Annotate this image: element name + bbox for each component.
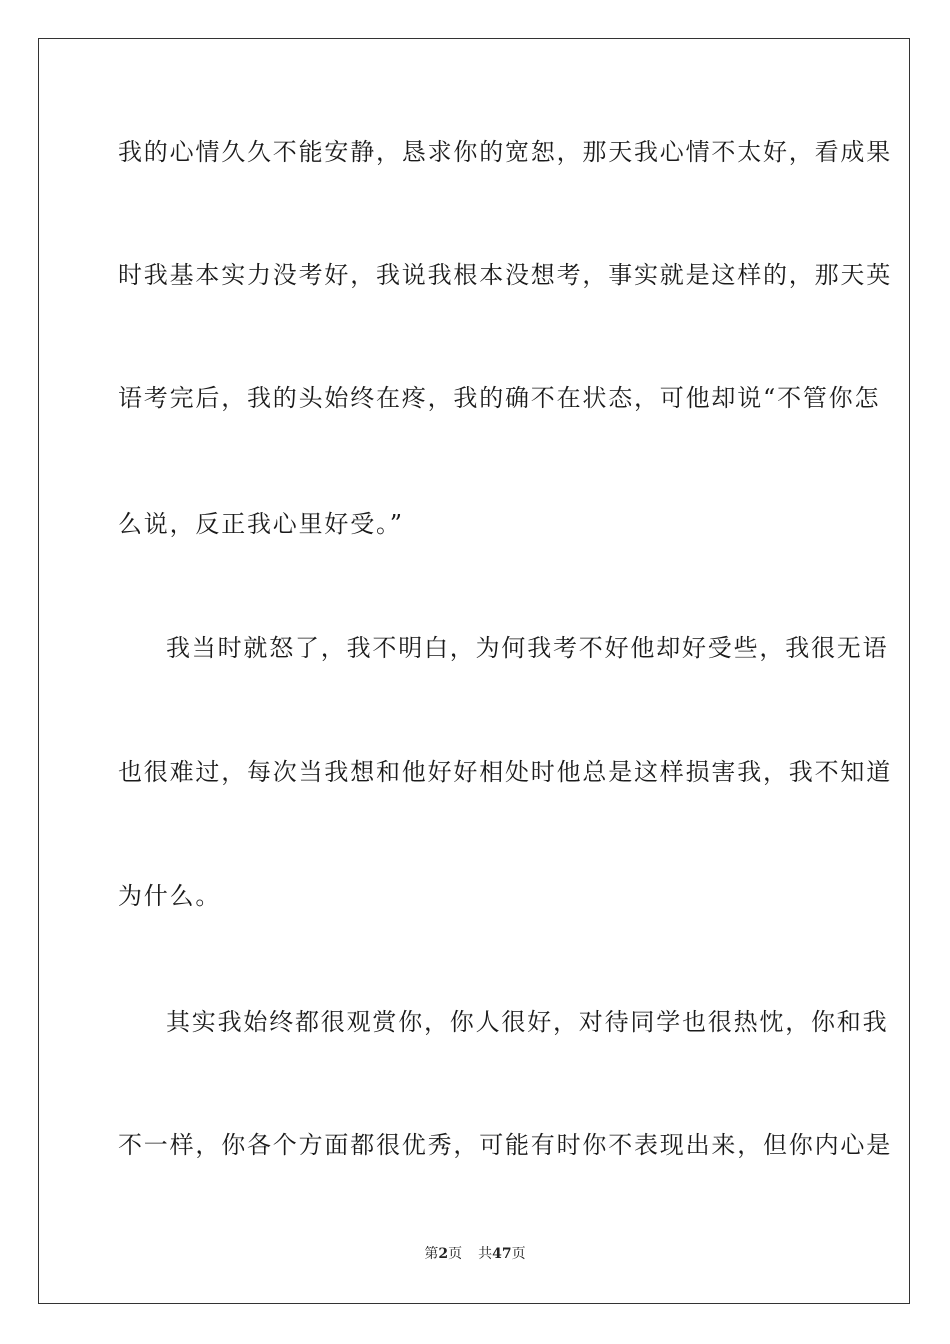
footer-total-prefix: 共 <box>478 1246 493 1262</box>
text-line-7: 为什么。 <box>118 882 222 910</box>
text-line-6: 也很难过，每次当我想和他好好相处时他总是这样损害我，我不知道 <box>118 758 892 786</box>
text-line-4: 么说，反正我心里好受。” <box>118 510 404 538</box>
footer-total-pages: 47 <box>492 1246 512 1262</box>
footer-page-suffix: 页 <box>448 1246 463 1262</box>
text-line-5-indented: 我当时就怒了，我不明白，为何我考不好他却好受些，我很无语 <box>166 634 889 662</box>
footer-page-number: 2 <box>438 1246 449 1262</box>
text-line-9: 不一样，你各个方面都很优秀，可能有时你不表现出来，但你内心是 <box>118 1131 892 1159</box>
text-line-2: 时我基本实力没考好，我说我根本没想考，事实就是这样的，那天英 <box>118 261 892 289</box>
text-line-8-indented: 其实我始终都很观赏你，你人很好，对待同学也很热忱，你和我 <box>166 1008 889 1036</box>
footer-total-suffix: 页 <box>511 1246 526 1262</box>
page-footer <box>0 1245 950 1263</box>
page-border <box>38 38 910 1304</box>
footer-page-prefix: 第 <box>424 1246 439 1262</box>
text-line-3: 语考完后，我的头始终在疼，我的确不在状态，可他却说“不管你怎 <box>118 384 881 412</box>
text-line-1: 我的心情久久不能安静，恳求你的宽恕，那天我心情不太好，看成果 <box>118 138 892 166</box>
